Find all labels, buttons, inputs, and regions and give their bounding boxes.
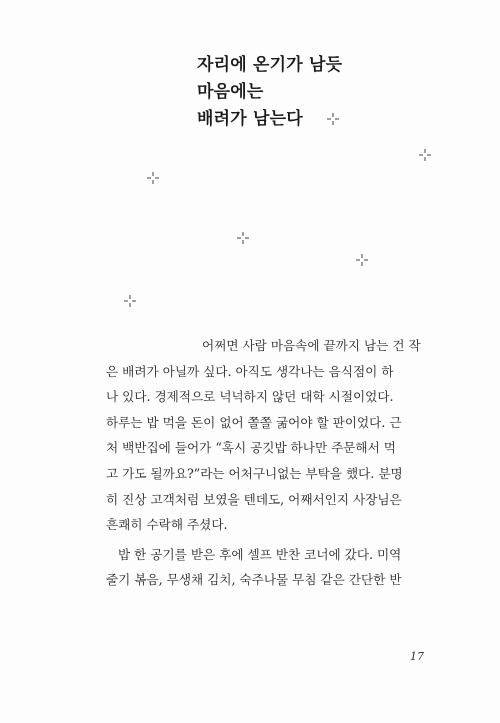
sparkle-icon xyxy=(326,112,340,126)
title-line-2: 마음에는 xyxy=(197,82,264,102)
text-line: 히 진상 고객처럼 보였을 텐데도, 어째서인지 사장님은 xyxy=(106,491,402,507)
chapter-title xyxy=(197,52,342,133)
paragraph-2 xyxy=(106,542,428,593)
title-line-3: 배려가 남는다 xyxy=(197,109,303,129)
title-line-1: 자리에 온기가 남듯 xyxy=(197,55,343,75)
text-line: 고 가도 될까요?”라는 어처구니없는 부탁을 했다. 분명 xyxy=(106,465,403,481)
text-line: 하루는 밥 먹을 돈이 없어 쫄쫄 굶어야 할 판이었다. 근 xyxy=(106,414,402,430)
text-line: 밥 한 공기를 받은 후에 셀프 반찬 코너에 갔다. 미역 xyxy=(118,546,402,562)
sparkle-icon xyxy=(123,294,137,308)
page-number: 17 xyxy=(410,650,424,663)
sparkle-icon xyxy=(146,171,160,185)
sparkle-icon xyxy=(355,253,369,267)
text-line: 줄기 볶음, 무생채 김치, 숙주나물 무침 같은 간단한 반 xyxy=(106,572,402,588)
text-line: 은 배려가 아닐까 싶다. 아직도 생각나는 음식점이 하 xyxy=(106,363,394,379)
body-text xyxy=(106,333,428,593)
sparkle-icon xyxy=(418,148,432,162)
text-line: 어쩌면 사람 마음속에 끝까지 남는 건 작 xyxy=(202,338,421,353)
text-line: 나 있다. 경제적으로 넉넉하지 않던 대학 시절이었다. xyxy=(106,389,394,405)
text-line: 처 백반집에 들어가 “혹시 공깃밥 하나만 주문해서 먹 xyxy=(106,440,396,456)
paragraph-1 xyxy=(106,333,428,538)
text-line: 흔쾌히 수락해 주셨다. xyxy=(106,517,228,533)
sparkle-icon xyxy=(236,231,250,245)
